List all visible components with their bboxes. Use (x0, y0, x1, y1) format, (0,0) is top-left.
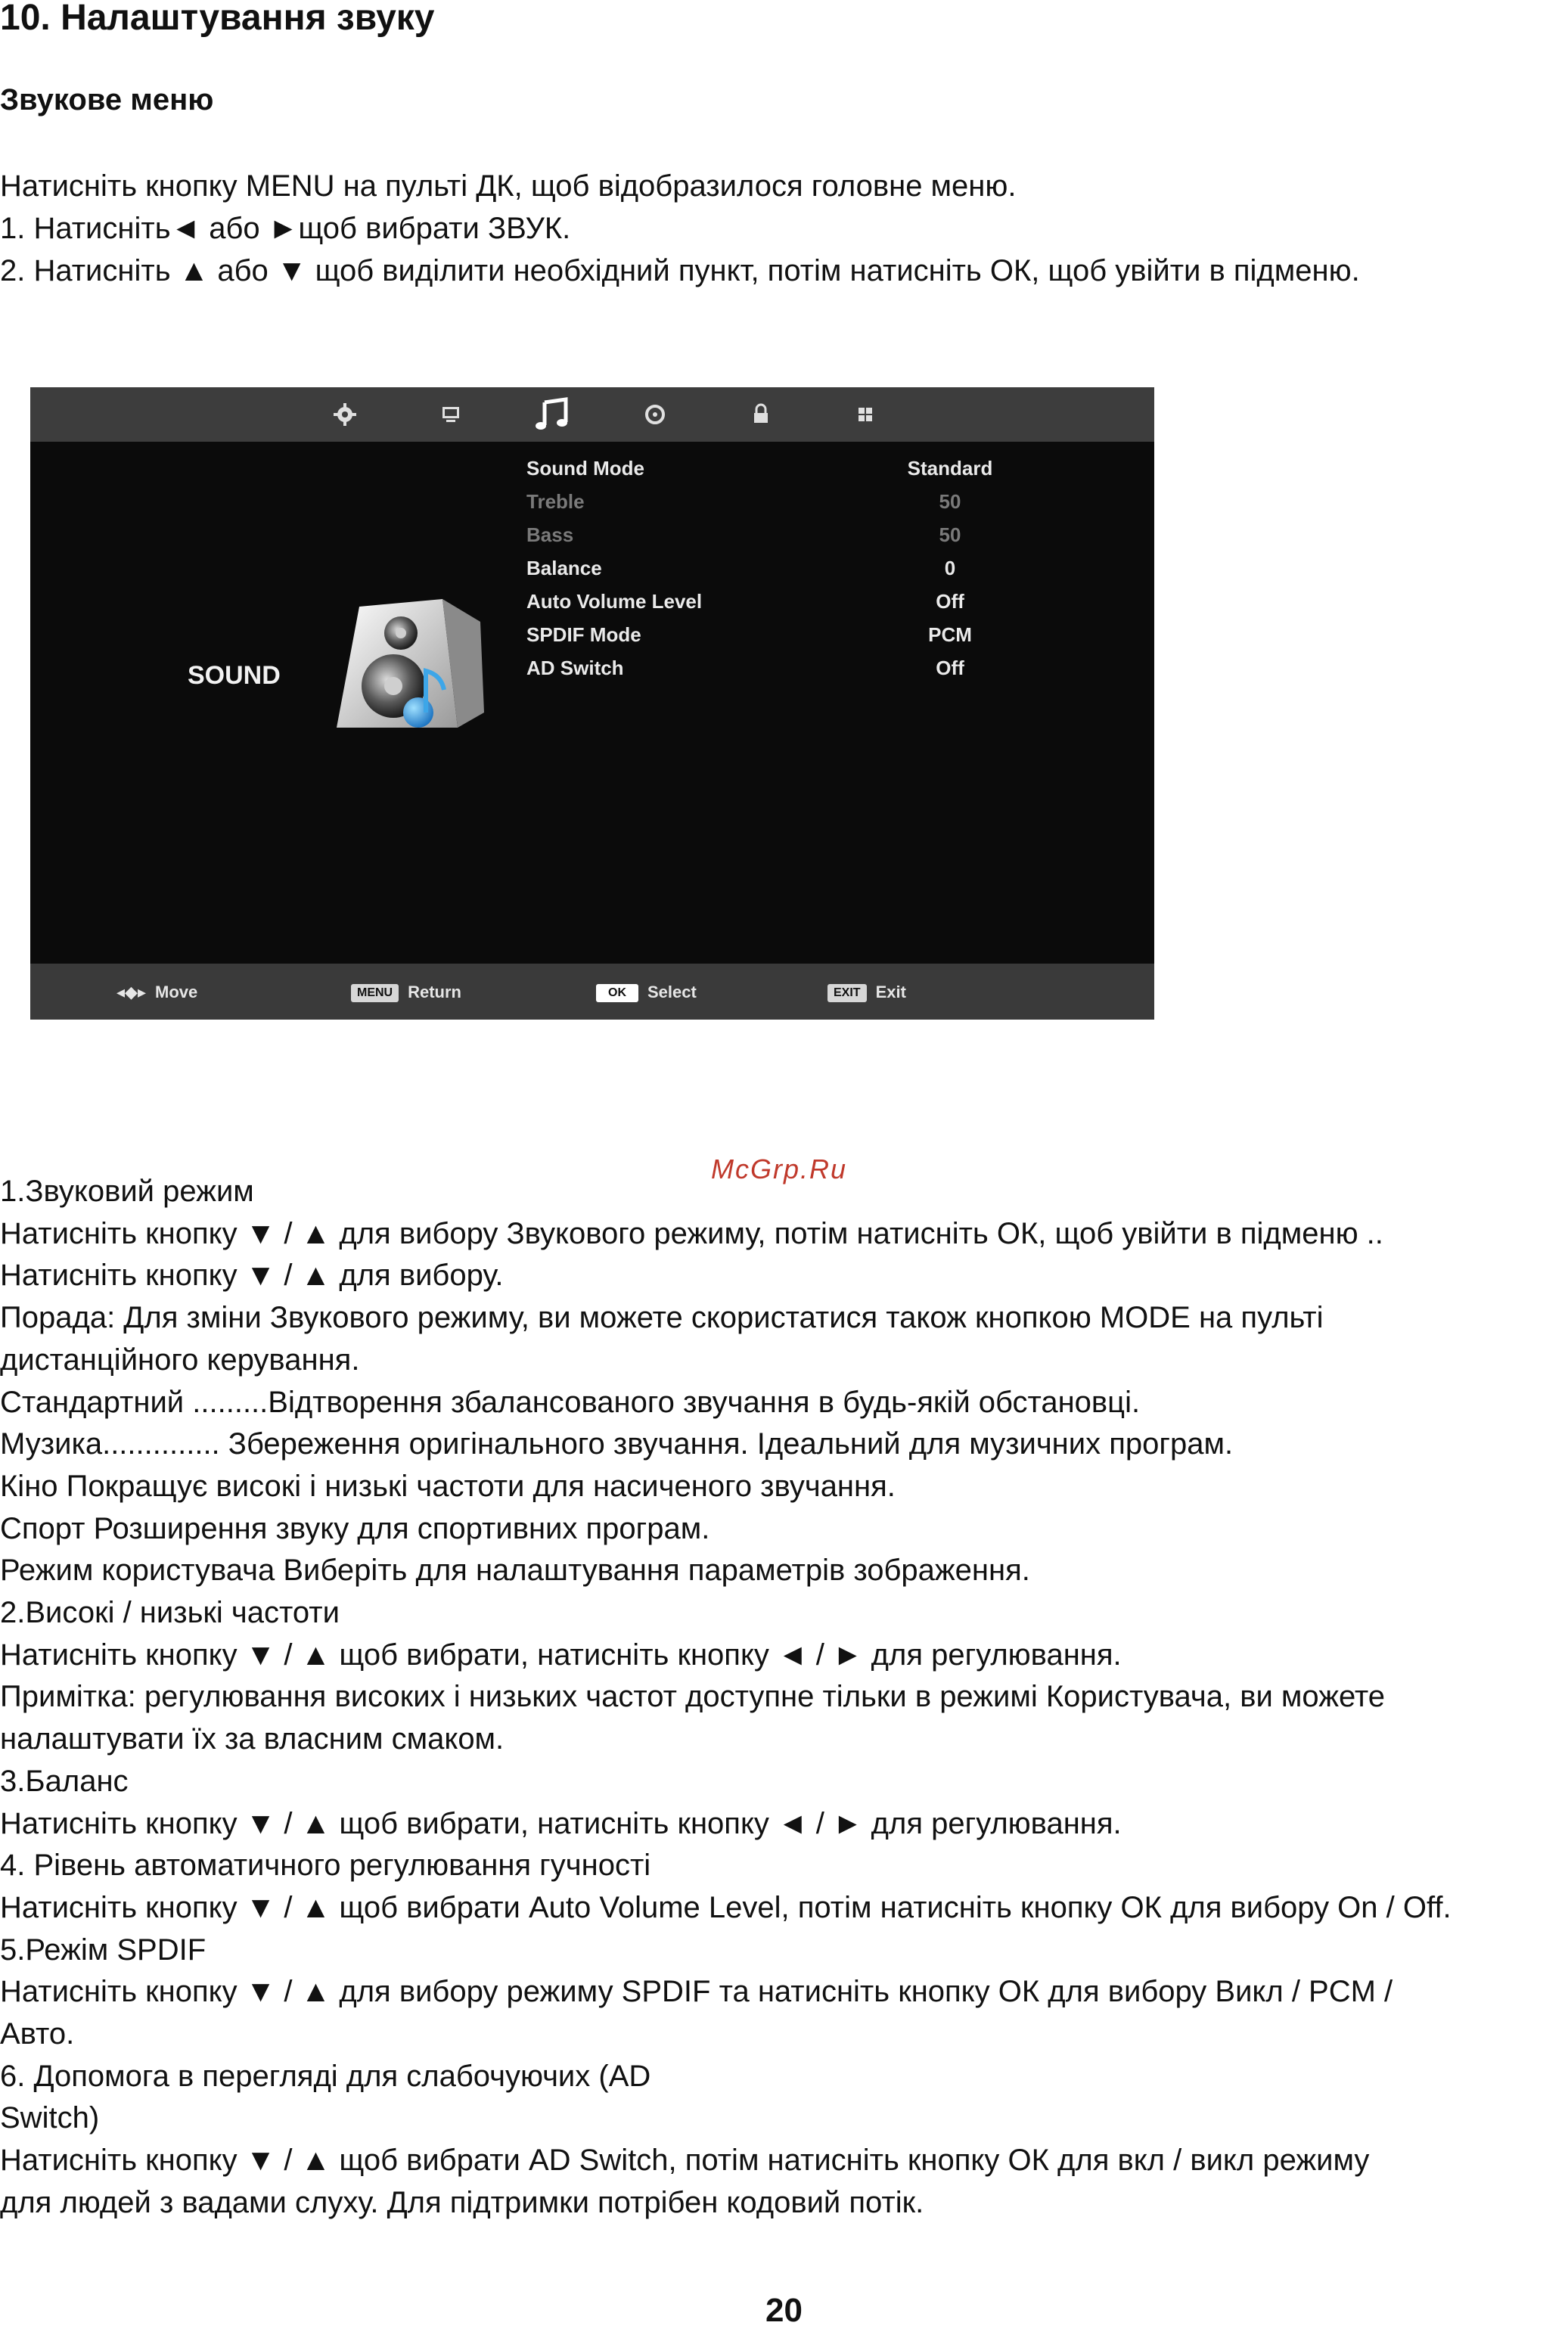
menu-item-label: Auto Volume Level (526, 590, 703, 613)
body-line: 3.Баланс (0, 1764, 129, 1798)
menu-item-label: SPDIF Mode (526, 623, 641, 646)
body-line: 1.Звуковий режим (0, 1175, 254, 1208)
body-line: Натисніть кнопку ▼ / ▲ для вибору режиму SPDIF та натисніть кнопку ОК для вибору Викл / PCM / (0, 1975, 1393, 2009)
menu-item-treble[interactable] (526, 490, 1071, 520)
menu-item-auto-volume-level[interactable] (526, 590, 1071, 620)
exit-key-icon: EXIT (827, 984, 867, 1002)
menu-item-value: Standard (907, 457, 993, 480)
body-line: Натисніть кнопку ▼ / ▲ щоб вибрати AD Switch, потім натисніть кнопку ОК для вкл / викл режиму (0, 2144, 1370, 2178)
move-arrows-icon: ◂◆▸ (116, 983, 147, 1001)
menu-item-label: Balance (526, 557, 602, 579)
grid-icon (850, 399, 880, 430)
footer-exit-label: Exit (875, 983, 906, 1001)
menu-item-value: 0 (944, 557, 956, 579)
footer-select-label: Select (647, 983, 697, 1001)
intro-line: 2. Натисніть ▲ або ▼ щоб виділити необхідний пункт, потім натисніть ОК, щоб увійти в підменю. (0, 254, 1360, 287)
body-line: Натисніть кнопку ▼ / ▲ для вибору. (0, 1259, 504, 1293)
menu-item-value: PCM (928, 623, 972, 646)
watermark: McGrp.Ru (711, 1153, 848, 1184)
body-line: для людей з вадами слуху. Для підтримки потрібен кодовий потік. (0, 2185, 924, 2219)
gear-icon (330, 399, 360, 430)
body-line: Стандартний .........Відтворення збалансованого звучання в будь-якій обстановці. (0, 1385, 1141, 1419)
footer-move (116, 983, 197, 1002)
body-line: Натисніть кнопку ▼ / ▲ щоб вибрати, натисніть кнопку ◄ / ► для регулювання. (0, 1806, 1122, 1840)
footer-select (596, 983, 697, 1002)
menu-item-value: 50 (939, 490, 961, 513)
body-line: 5.Режім SPDIF (0, 1933, 206, 1967)
footer-move-label: Move (155, 983, 198, 1001)
body-line: 2.Високі / низькі частоти (0, 1596, 340, 1630)
menu-footer-bar (30, 964, 1154, 1020)
body-line: Режим користувача Виберіть для налаштування параметрів зображення. (0, 1554, 1030, 1588)
body-line: дистанційного керування. (0, 1343, 360, 1377)
intro-line: Натисніть кнопку MENU на пульті ДК, щоб відобразилося головне меню. (0, 169, 1017, 203)
menu-item-label: AD Switch (526, 657, 624, 679)
body-line: Натисніть кнопку ▼ / ▲ для вибору Звукового режиму, потім натисніть ОК, щоб увійти в підменю .. (0, 1216, 1383, 1250)
menu-item-balance[interactable] (526, 557, 1071, 587)
body-line: Натисніть кнопку ▼ / ▲ щоб вибрати, натисніть кнопку ◄ / ► для регулювання. (0, 1638, 1122, 1672)
body-line: Музика.............. Збереження оригінального звучання. Ідеальний для музичних програм. (0, 1427, 1234, 1461)
instructions-body (0, 1171, 1452, 2225)
menu-item-bass[interactable] (526, 523, 1071, 554)
monitor-icon (436, 399, 466, 430)
page-number: 20 (765, 2292, 803, 2329)
footer-return (351, 983, 461, 1002)
intro-line: 1. Натисніть◄ або ►щоб вибрати ЗВУК. (0, 212, 571, 245)
menu-item-label: Treble (526, 490, 585, 513)
body-line: Кіно Покращує високі і низькі частоти для насиченого звучання. (0, 1469, 896, 1503)
body-line: 4. Рівень автоматичного регулювання гучності (0, 1849, 651, 1883)
section-subtitle: Звукове меню (0, 83, 214, 116)
body-line: Порада: Для зміни Звукового режиму, ви можете скористатися також кнопкою MODE на пульті (0, 1301, 1324, 1335)
intro-text (0, 165, 1360, 292)
body-line: Примітка: регулювання високих і низьких частот доступне тільки в режимі Користувача, ви можете (0, 1680, 1386, 1714)
body-line: Натисніть кнопку ▼ / ▲ щоб вибрати Auto Volume Level, потім натисніть кнопку ОК для вибору On / Off. (0, 1890, 1452, 1924)
body-line: 6. Допомога в перегляді для слабочуючих (AD (0, 2059, 651, 2093)
menu-item-label: Bass (526, 523, 574, 546)
footer-exit (827, 983, 906, 1002)
music-note-icon (531, 393, 573, 436)
menu-item-value: Off (936, 657, 964, 679)
ok-key-icon: OK (596, 984, 638, 1002)
menu-item-sound-mode[interactable] (526, 457, 1071, 487)
lock-icon (746, 399, 776, 430)
sound-section-label: SOUND (188, 661, 281, 690)
clock-icon (640, 399, 670, 430)
menu-tab-bar (30, 387, 1154, 442)
footer-return-label: Return (408, 983, 461, 1001)
menu-item-label: Sound Mode (526, 457, 644, 480)
tv-sound-menu-screenshot (30, 387, 1154, 1020)
page-title: 10. Налаштування звуку (0, 0, 435, 38)
menu-item-spdif-mode[interactable] (526, 623, 1071, 654)
menu-item-ad-switch[interactable] (526, 657, 1071, 687)
body-line: налаштувати їх за власним смаком. (0, 1722, 505, 1756)
menu-key-icon: MENU (351, 984, 399, 1002)
body-line: Авто. (0, 2017, 75, 2051)
body-line: Switch) (0, 2101, 100, 2135)
body-line: Спорт Розширення звуку для спортивних програм. (0, 1511, 710, 1545)
menu-item-value: Off (936, 590, 964, 613)
menu-item-value: 50 (939, 523, 961, 546)
speaker-icon (329, 599, 488, 735)
